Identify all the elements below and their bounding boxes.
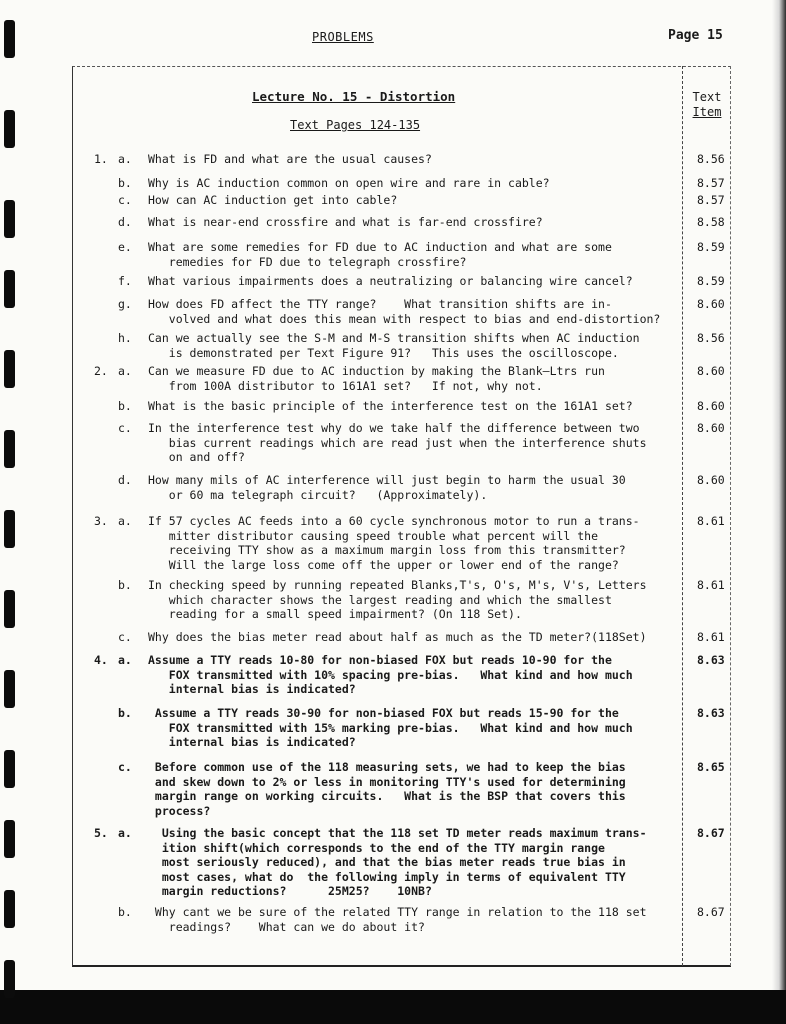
text-item-reference: 8.56 bbox=[697, 331, 725, 345]
question-letter: a. bbox=[118, 364, 132, 378]
question-letter: a. bbox=[118, 514, 132, 528]
binder-hole bbox=[4, 20, 15, 58]
text-item-reference: 8.63 bbox=[697, 706, 725, 720]
question-text-line: Will the large loss come off the upper or lower end of the range? bbox=[148, 557, 619, 572]
binder-hole bbox=[4, 430, 15, 468]
question-letter: c. bbox=[118, 421, 132, 435]
question-text-line: is demonstrated per Text Figure 91? This uses the oscilloscope. bbox=[148, 345, 619, 360]
text-item-reference: 8.60 bbox=[697, 399, 725, 413]
question-text-line: How many mils of AC interference will just begin to harm the usual 30 bbox=[148, 473, 626, 487]
question-text bbox=[148, 152, 686, 167]
question-text-line: Assume a TTY reads 10-80 for non-biased FOX but reads 10-90 for the bbox=[148, 653, 612, 667]
question-text bbox=[148, 240, 686, 269]
question-text bbox=[148, 176, 686, 191]
question-text-line: Why does the bias meter read about half as much as the TD meter?(118Set) bbox=[148, 630, 647, 644]
question-letter: d. bbox=[118, 215, 132, 229]
question-letter: b. bbox=[118, 706, 132, 720]
question-text bbox=[148, 473, 686, 502]
text-item-reference: 8.56 bbox=[697, 152, 725, 166]
question-text bbox=[148, 331, 686, 360]
question-text bbox=[148, 399, 686, 414]
text-pages: Text Pages 124-135 bbox=[290, 118, 421, 132]
question-text-line: reading for a small speed impairment? (On 118 Set). bbox=[148, 607, 522, 621]
question-text-line: FOX transmitted with 10% spacing pre-bias. What kind and how much bbox=[148, 667, 633, 682]
page-number: Page 15 bbox=[668, 28, 723, 43]
header-title: PROBLEMS bbox=[312, 30, 374, 44]
text-item-reference: 8.61 bbox=[697, 514, 725, 528]
question-text bbox=[148, 421, 686, 465]
question-letter: b. bbox=[118, 578, 132, 592]
question-text bbox=[148, 653, 686, 697]
question-text-line: or 60 ma telegraph circuit? (Approximately). bbox=[148, 487, 488, 502]
question-text-line: In checking speed by running repeated Blanks,T's, O's, M's, V's, Letters bbox=[148, 578, 647, 592]
question-text-line: most seriously reduced), and that the bias meter reads true bias in bbox=[148, 855, 626, 869]
question-text bbox=[148, 826, 686, 899]
binder-hole bbox=[4, 820, 15, 858]
binder-hole bbox=[4, 110, 15, 148]
question-letter: c. bbox=[118, 630, 132, 644]
question-number: 5. bbox=[94, 826, 108, 840]
question-text bbox=[148, 364, 686, 393]
question-text bbox=[148, 274, 686, 289]
question-letter: c. bbox=[118, 193, 132, 207]
question-text-line: Can we measure FD due to AC induction by making the Blank—Ltrs run bbox=[148, 364, 605, 378]
text-item-header-line1: Text bbox=[692, 90, 722, 104]
question-text-line: from 100A distributor to 161A1 set? If not, why not. bbox=[148, 378, 543, 393]
question-text bbox=[148, 760, 686, 818]
question-text-line: receiving TTY show as a maximum margin loss from this transmitter? bbox=[148, 543, 626, 557]
question-text-line: What various impairments does a neutralizing or balancing wire cancel? bbox=[148, 274, 633, 288]
question-text bbox=[148, 514, 686, 572]
question-number: 3. bbox=[94, 514, 108, 528]
text-item-reference: 8.60 bbox=[697, 297, 725, 311]
question-text-line: If 57 cycles AC feeds into a 60 cycle synchronous motor to run a trans- bbox=[148, 514, 640, 528]
text-item-column-header bbox=[684, 90, 730, 120]
text-item-reference: 8.61 bbox=[697, 578, 725, 592]
question-text bbox=[148, 578, 686, 622]
text-item-reference: 8.57 bbox=[697, 193, 725, 207]
question-text-line: margin reductions? 25M25? 10NB? bbox=[148, 884, 432, 898]
question-text-line: internal bias is indicated? bbox=[148, 735, 356, 749]
question-number: 4. bbox=[94, 653, 108, 667]
question-text-line: process? bbox=[148, 803, 211, 818]
question-text-line: In the interference test why do we take half the difference between two bbox=[148, 421, 640, 435]
question-letter: b. bbox=[118, 905, 132, 919]
question-text-line: mitter distributor causing speed trouble what percent will the bbox=[148, 528, 599, 543]
text-item-header-line2: Item bbox=[692, 105, 722, 119]
question-text-line: bias current readings which are read just when the interference shuts bbox=[148, 435, 647, 450]
text-item-reference: 8.61 bbox=[697, 630, 725, 644]
binder-hole bbox=[4, 670, 15, 708]
text-item-reference: 8.60 bbox=[697, 473, 725, 487]
page-edge-shadow bbox=[772, 0, 786, 1024]
question-letter: b. bbox=[118, 176, 132, 190]
question-letter: e. bbox=[118, 240, 132, 254]
text-item-reference: 8.58 bbox=[697, 215, 725, 229]
question-letter: a. bbox=[118, 152, 132, 166]
text-item-reference: 8.60 bbox=[697, 421, 725, 435]
text-item-reference: 8.59 bbox=[697, 274, 725, 288]
question-text-line: How can AC induction get into cable? bbox=[148, 193, 398, 207]
question-text-line: margin range on working circuits. What is the BSP that covers this bbox=[148, 789, 626, 803]
text-item-reference: 8.63 bbox=[697, 653, 725, 667]
binder-hole bbox=[4, 750, 15, 788]
question-text-line: Assume a TTY reads 30-90 for non-biased FOX but reads 15-90 for the bbox=[148, 706, 619, 720]
binder-hole bbox=[4, 200, 15, 238]
lecture-title: Lecture No. 15 - Distortion bbox=[252, 89, 456, 104]
question-text-line: FOX transmitted with 15% marking pre-bias. What kind and how much bbox=[148, 720, 633, 735]
question-text-line: Why is AC induction common on open wire and rare in cable? bbox=[148, 176, 550, 190]
question-text bbox=[148, 193, 686, 208]
question-text-line: Why cant we be sure of the related TTY range in relation to the 118 set bbox=[148, 905, 647, 919]
question-text-line: and skew down to 2% or less in monitoring TTY's used for determining bbox=[148, 774, 626, 789]
text-item-reference: 8.57 bbox=[697, 176, 725, 190]
question-text-line: Can we actually see the S-M and M-S transition shifts when AC induction bbox=[148, 331, 640, 345]
text-item-reference: 8.67 bbox=[697, 826, 725, 840]
question-text bbox=[148, 630, 686, 645]
question-letter: a. bbox=[118, 826, 132, 840]
binder-hole bbox=[4, 890, 15, 928]
binder-hole bbox=[4, 590, 15, 628]
question-letter: b. bbox=[118, 399, 132, 413]
question-text-line: Before common use of the 118 measuring sets, we had to keep the bias bbox=[148, 760, 626, 774]
question-letter: c. bbox=[118, 760, 132, 774]
question-text-line: ition shift(which corresponds to the end of the TTY margin range bbox=[148, 840, 605, 855]
question-text-line: remedies for FD due to telegraph crossfire? bbox=[148, 254, 467, 269]
question-text-line: readings? What can we do about it? bbox=[148, 919, 425, 934]
question-text-line: What is the basic principle of the interference test on the 161A1 set? bbox=[148, 399, 633, 413]
binder-hole-strip bbox=[4, 14, 18, 994]
question-letter: a. bbox=[118, 653, 132, 667]
question-text bbox=[148, 905, 686, 934]
question-text-line: on and off? bbox=[148, 450, 245, 464]
binder-hole bbox=[4, 270, 15, 308]
question-text bbox=[148, 215, 686, 230]
question-text-line: How does FD affect the TTY range? What transition shifts are in- bbox=[148, 297, 612, 311]
question-text-line: most cases, what do the following imply in terms of equivalent TTY bbox=[148, 869, 626, 884]
question-text-line: internal bias is indicated? bbox=[148, 682, 356, 696]
question-number: 1. bbox=[94, 152, 108, 166]
question-text-line: What is near-end crossfire and what is far-end crossfire? bbox=[148, 215, 543, 229]
question-text-line: volved and what does this mean with respect to bias and end-distortion? bbox=[148, 311, 661, 326]
text-item-reference: 8.59 bbox=[697, 240, 725, 254]
binder-hole bbox=[4, 510, 15, 548]
question-text bbox=[148, 706, 686, 750]
question-letter: f. bbox=[118, 274, 132, 288]
binder-hole bbox=[4, 350, 15, 388]
binder-hole bbox=[4, 960, 15, 998]
question-text-line: which character shows the largest reading and which the smallest bbox=[148, 592, 612, 607]
text-item-reference: 8.60 bbox=[697, 364, 725, 378]
question-text bbox=[148, 297, 686, 326]
question-letter: g. bbox=[118, 297, 132, 311]
question-letter: h. bbox=[118, 331, 132, 345]
question-number: 2. bbox=[94, 364, 108, 378]
question-letter: d. bbox=[118, 473, 132, 487]
scan-bottom-band bbox=[0, 990, 786, 1024]
text-item-reference: 8.65 bbox=[697, 760, 725, 774]
text-item-reference: 8.67 bbox=[697, 905, 725, 919]
question-text-line: What are some remedies for FD due to AC induction and what are some bbox=[148, 240, 612, 254]
question-text-line: Using the basic concept that the 118 set TD meter reads maximum trans- bbox=[148, 826, 647, 840]
question-text-line: What is FD and what are the usual causes? bbox=[148, 152, 432, 166]
